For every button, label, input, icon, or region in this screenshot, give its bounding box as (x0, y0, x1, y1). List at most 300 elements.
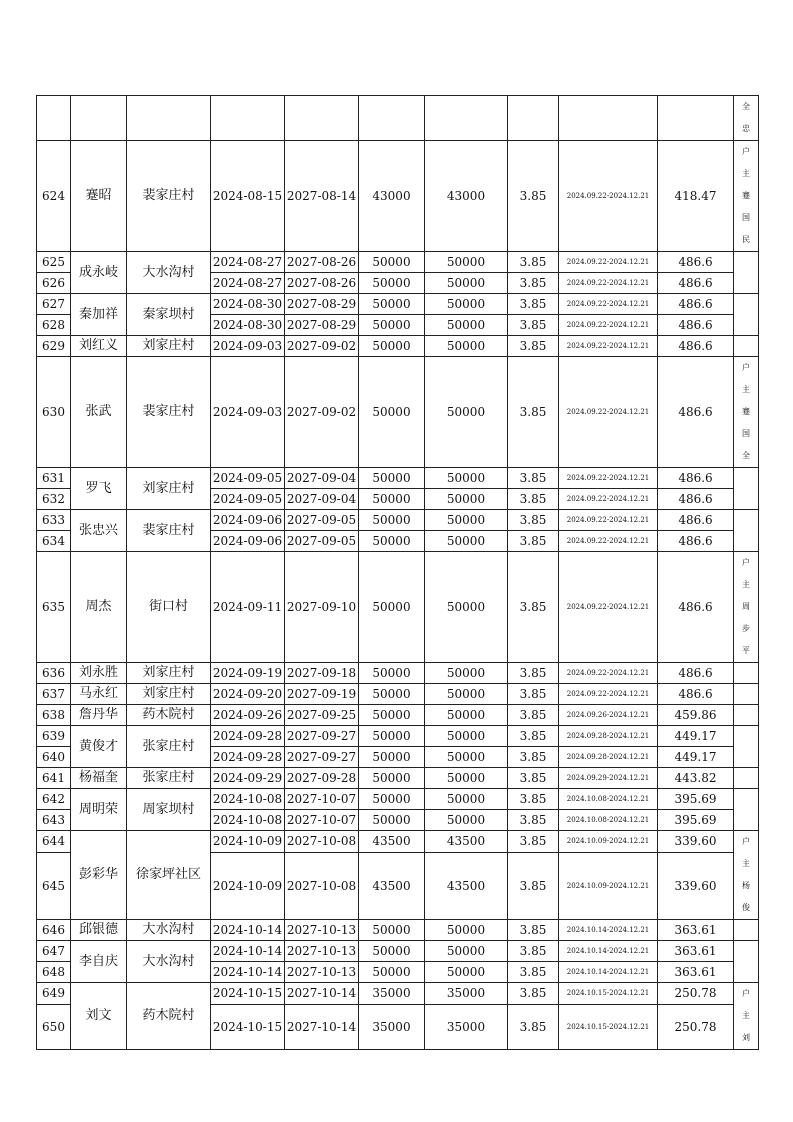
cell-interest: 418.47 (658, 141, 734, 252)
cell-balance: 50000 (425, 489, 508, 510)
cell-note: 全 忠 (734, 96, 759, 141)
cell-no: 642 (37, 789, 71, 810)
cell-balance (425, 96, 508, 141)
cell-start: 2024-09-06 (211, 510, 285, 531)
cell-end (285, 96, 359, 141)
cell-balance: 50000 (425, 705, 508, 726)
cell-village: 裴家庄村 (127, 510, 211, 552)
cell-interest: 486.6 (658, 315, 734, 336)
cell-no: 626 (37, 273, 71, 294)
cell-rate: 3.85 (508, 705, 559, 726)
cell-period: 2024.10.15-2024.12.21 (559, 983, 658, 1005)
cell-start: 2024-08-27 (211, 273, 285, 294)
cell-balance: 50000 (425, 510, 508, 531)
cell-interest: 486.6 (658, 489, 734, 510)
cell-balance: 35000 (425, 1004, 508, 1049)
cell-period: 2024.09.22-2024.12.21 (559, 684, 658, 705)
cell-end: 2027-09-25 (285, 705, 359, 726)
cell-village: 徐家坪社区 (127, 831, 211, 920)
cell-period: 2024.09.26-2024.12.21 (559, 705, 658, 726)
cell-no: 628 (37, 315, 71, 336)
cell-loan: 35000 (359, 1004, 425, 1049)
cell-name: 刘文 (71, 983, 127, 1050)
cell-period: 2024.09.22-2024.12.21 (559, 336, 658, 357)
table-row (37, 920, 759, 941)
cell-name: 刘永胜 (71, 663, 127, 684)
cell-rate: 3.85 (508, 552, 559, 663)
table-row (37, 96, 759, 141)
cell-start: 2024-08-30 (211, 294, 285, 315)
cell-start: 2024-08-30 (211, 315, 285, 336)
cell-loan: 43500 (359, 852, 425, 919)
cell-end: 2027-08-26 (285, 252, 359, 273)
cell-period: 2024.10.15-2024.12.21 (559, 1004, 658, 1049)
table-row (37, 252, 759, 273)
cell-start: 2024-09-20 (211, 684, 285, 705)
cell-interest: 486.6 (658, 357, 734, 468)
cell-loan: 50000 (359, 768, 425, 789)
cell-village: 大水沟村 (127, 920, 211, 941)
cell-loan: 50000 (359, 920, 425, 941)
cell-balance: 50000 (425, 663, 508, 684)
cell-no: 630 (37, 357, 71, 468)
table-row (37, 726, 759, 747)
cell-rate: 3.85 (508, 810, 559, 831)
cell-loan: 43000 (359, 141, 425, 252)
cell-balance: 43500 (425, 852, 508, 919)
cell-start: 2024-09-19 (211, 663, 285, 684)
cell-start: 2024-09-11 (211, 552, 285, 663)
cell-no: 637 (37, 684, 71, 705)
cell-rate: 3.85 (508, 726, 559, 747)
cell-village: 裴家庄村 (127, 141, 211, 252)
cell-end: 2027-09-04 (285, 468, 359, 489)
cell-rate: 3.85 (508, 510, 559, 531)
cell-loan: 50000 (359, 552, 425, 663)
cell-start: 2024-08-27 (211, 252, 285, 273)
cell-village: 张家庄村 (127, 768, 211, 789)
cell-end: 2027-10-14 (285, 1004, 359, 1049)
cell-balance: 50000 (425, 315, 508, 336)
cell-interest: 443.82 (658, 768, 734, 789)
cell-note (734, 920, 759, 941)
cell-note (734, 252, 759, 294)
table-row (37, 552, 759, 663)
cell-note (734, 705, 759, 726)
cell-note: 户 主 杨 俊 (734, 831, 759, 920)
cell-period (559, 96, 658, 141)
cell-loan: 50000 (359, 789, 425, 810)
cell-no: 641 (37, 768, 71, 789)
cell-end: 2027-10-07 (285, 810, 359, 831)
cell-rate: 3.85 (508, 789, 559, 810)
cell-interest: 449.17 (658, 747, 734, 768)
cell-note (734, 768, 759, 789)
cell-loan: 50000 (359, 705, 425, 726)
cell-rate: 3.85 (508, 663, 559, 684)
cell-interest: 486.6 (658, 252, 734, 273)
cell-village: 刘家庄村 (127, 684, 211, 705)
cell-interest: 486.6 (658, 273, 734, 294)
table-row (37, 336, 759, 357)
table-row (37, 663, 759, 684)
cell-balance: 50000 (425, 962, 508, 983)
cell-period: 2024.10.09-2024.12.21 (559, 831, 658, 853)
cell-rate: 3.85 (508, 962, 559, 983)
cell-end: 2027-08-26 (285, 273, 359, 294)
cell-start: 2024-10-09 (211, 852, 285, 919)
cell-period: 2024.09.22-2024.12.21 (559, 663, 658, 684)
cell-name: 詹丹华 (71, 705, 127, 726)
cell-rate: 3.85 (508, 357, 559, 468)
cell-end: 2027-09-02 (285, 357, 359, 468)
cell-no: 647 (37, 941, 71, 962)
cell-start (211, 96, 285, 141)
cell-end: 2027-08-29 (285, 315, 359, 336)
cell-balance: 50000 (425, 552, 508, 663)
cell-rate: 3.85 (508, 531, 559, 552)
cell-period: 2024.09.22-2024.12.21 (559, 315, 658, 336)
cell-period: 2024.10.14-2024.12.21 (559, 941, 658, 962)
table-row (37, 510, 759, 531)
cell-interest: 486.6 (658, 336, 734, 357)
cell-name: 彭彩华 (71, 831, 127, 920)
cell-start: 2024-10-14 (211, 962, 285, 983)
cell-interest: 363.61 (658, 920, 734, 941)
cell-loan: 50000 (359, 273, 425, 294)
cell-interest: 486.6 (658, 294, 734, 315)
table-row (37, 983, 759, 1005)
cell-period: 2024.10.14-2024.12.21 (559, 962, 658, 983)
cell-village: 刘家庄村 (127, 468, 211, 510)
cell-interest: 486.6 (658, 684, 734, 705)
cell-period: 2024.09.22-2024.12.21 (559, 552, 658, 663)
cell-interest: 486.6 (658, 510, 734, 531)
cell-interest: 363.61 (658, 962, 734, 983)
cell-name: 张武 (71, 357, 127, 468)
cell-loan: 50000 (359, 747, 425, 768)
cell-balance: 50000 (425, 294, 508, 315)
cell-note (734, 336, 759, 357)
cell-name: 周杰 (71, 552, 127, 663)
cell-rate: 3.85 (508, 468, 559, 489)
cell-loan: 50000 (359, 663, 425, 684)
cell-rate: 3.85 (508, 489, 559, 510)
cell-interest: 486.6 (658, 468, 734, 489)
cell-no: 631 (37, 468, 71, 489)
cell-start: 2024-09-03 (211, 357, 285, 468)
cell-start: 2024-08-15 (211, 141, 285, 252)
cell-village: 药木院村 (127, 705, 211, 726)
cell-loan: 50000 (359, 962, 425, 983)
cell-start: 2024-09-05 (211, 489, 285, 510)
cell-no: 639 (37, 726, 71, 747)
cell-loan: 50000 (359, 684, 425, 705)
cell-interest: 486.6 (658, 552, 734, 663)
cell-rate: 3.85 (508, 294, 559, 315)
cell-end: 2027-10-14 (285, 983, 359, 1005)
cell-interest: 449.17 (658, 726, 734, 747)
cell-note (734, 684, 759, 705)
cell-rate: 3.85 (508, 252, 559, 273)
cell-period: 2024.09.22-2024.12.21 (559, 141, 658, 252)
table-row (37, 705, 759, 726)
cell-loan (359, 96, 425, 141)
cell-no: 625 (37, 252, 71, 273)
table-row (37, 941, 759, 962)
cell-no: 638 (37, 705, 71, 726)
cell-end: 2027-10-07 (285, 789, 359, 810)
cell-name: 秦加祥 (71, 294, 127, 336)
cell-village: 刘家庄村 (127, 336, 211, 357)
cell-start: 2024-09-28 (211, 747, 285, 768)
cell-end: 2027-09-10 (285, 552, 359, 663)
cell-no: 632 (37, 489, 71, 510)
cell-end: 2027-09-05 (285, 510, 359, 531)
table-row (37, 684, 759, 705)
cell-balance: 50000 (425, 531, 508, 552)
cell-rate: 3.85 (508, 1004, 559, 1049)
cell-loan: 50000 (359, 531, 425, 552)
table-row (37, 789, 759, 810)
cell-no (37, 96, 71, 141)
cell-start: 2024-09-26 (211, 705, 285, 726)
cell-period: 2024.09.28-2024.12.21 (559, 747, 658, 768)
cell-no: 643 (37, 810, 71, 831)
cell-name: 成永岐 (71, 252, 127, 294)
cell-name: 杨福奎 (71, 768, 127, 789)
cell-note: 户 主 蹇 国 民 (734, 141, 759, 252)
cell-name: 邱银德 (71, 920, 127, 941)
cell-end: 2027-10-13 (285, 920, 359, 941)
cell-interest: 363.61 (658, 941, 734, 962)
cell-rate: 3.85 (508, 747, 559, 768)
cell-end: 2027-09-02 (285, 336, 359, 357)
cell-interest: 250.78 (658, 1004, 734, 1049)
cell-end: 2027-09-27 (285, 726, 359, 747)
cell-no: 644 (37, 831, 71, 853)
cell-loan: 50000 (359, 810, 425, 831)
cell-balance: 43000 (425, 141, 508, 252)
cell-no: 624 (37, 141, 71, 252)
cell-name: 黄俊才 (71, 726, 127, 768)
cell-interest (658, 96, 734, 141)
cell-end: 2027-09-28 (285, 768, 359, 789)
cell-period: 2024.09.29-2024.12.21 (559, 768, 658, 789)
cell-name: 罗飞 (71, 468, 127, 510)
cell-end: 2027-09-05 (285, 531, 359, 552)
cell-interest: 339.60 (658, 852, 734, 919)
cell-village: 大水沟村 (127, 252, 211, 294)
cell-loan: 50000 (359, 941, 425, 962)
cell-no: 629 (37, 336, 71, 357)
cell-name (71, 96, 127, 141)
cell-start: 2024-10-15 (211, 983, 285, 1005)
cell-balance: 50000 (425, 747, 508, 768)
cell-village (127, 96, 211, 141)
cell-village: 秦家坝村 (127, 294, 211, 336)
cell-name: 李自庆 (71, 941, 127, 983)
cell-rate: 3.85 (508, 852, 559, 919)
cell-no: 640 (37, 747, 71, 768)
cell-interest: 250.78 (658, 983, 734, 1005)
cell-period: 2024.09.22-2024.12.21 (559, 531, 658, 552)
cell-start: 2024-09-28 (211, 726, 285, 747)
cell-rate: 3.85 (508, 315, 559, 336)
cell-start: 2024-10-09 (211, 831, 285, 853)
cell-start: 2024-10-15 (211, 1004, 285, 1049)
cell-interest: 339.60 (658, 831, 734, 853)
cell-note (734, 468, 759, 510)
cell-interest: 459.86 (658, 705, 734, 726)
cell-end: 2027-10-08 (285, 831, 359, 853)
cell-note (734, 510, 759, 552)
cell-end: 2027-09-04 (285, 489, 359, 510)
cell-loan: 50000 (359, 357, 425, 468)
cell-village: 张家庄村 (127, 726, 211, 768)
cell-no: 650 (37, 1004, 71, 1049)
cell-village: 刘家庄村 (127, 663, 211, 684)
cell-name: 刘红义 (71, 336, 127, 357)
cell-no: 627 (37, 294, 71, 315)
table-row (37, 294, 759, 315)
cell-rate: 3.85 (508, 141, 559, 252)
cell-rate: 3.85 (508, 273, 559, 294)
cell-village: 药木院村 (127, 983, 211, 1050)
cell-start: 2024-09-03 (211, 336, 285, 357)
cell-start: 2024-10-08 (211, 810, 285, 831)
table-row (37, 468, 759, 489)
cell-loan: 50000 (359, 468, 425, 489)
cell-loan: 50000 (359, 315, 425, 336)
cell-start: 2024-09-06 (211, 531, 285, 552)
cell-no: 649 (37, 983, 71, 1005)
cell-rate: 3.85 (508, 768, 559, 789)
cell-period: 2024.09.22-2024.12.21 (559, 273, 658, 294)
cell-balance: 50000 (425, 357, 508, 468)
cell-village: 裴家庄村 (127, 357, 211, 468)
table-row (37, 768, 759, 789)
cell-name: 马永红 (71, 684, 127, 705)
cell-rate: 3.85 (508, 941, 559, 962)
cell-start: 2024-09-05 (211, 468, 285, 489)
cell-balance: 50000 (425, 941, 508, 962)
cell-rate (508, 96, 559, 141)
cell-balance: 50000 (425, 252, 508, 273)
cell-balance: 50000 (425, 468, 508, 489)
cell-interest: 486.6 (658, 531, 734, 552)
cell-balance: 35000 (425, 983, 508, 1005)
cell-balance: 50000 (425, 273, 508, 294)
cell-balance: 50000 (425, 920, 508, 941)
cell-interest: 395.69 (658, 810, 734, 831)
cell-loan: 50000 (359, 489, 425, 510)
cell-period: 2024.09.22-2024.12.21 (559, 510, 658, 531)
cell-loan: 35000 (359, 983, 425, 1005)
table-row (37, 141, 759, 252)
cell-balance: 50000 (425, 684, 508, 705)
cell-no: 635 (37, 552, 71, 663)
cell-end: 2027-09-19 (285, 684, 359, 705)
cell-note: 户 主 周 步 平 (734, 552, 759, 663)
cell-village: 大水沟村 (127, 941, 211, 983)
cell-interest: 395.69 (658, 789, 734, 810)
cell-balance: 50000 (425, 768, 508, 789)
cell-note (734, 789, 759, 831)
cell-period: 2024.09.22-2024.12.21 (559, 489, 658, 510)
cell-village: 街口村 (127, 552, 211, 663)
cell-loan: 50000 (359, 726, 425, 747)
cell-end: 2027-09-18 (285, 663, 359, 684)
cell-start: 2024-10-08 (211, 789, 285, 810)
cell-rate: 3.85 (508, 920, 559, 941)
cell-start: 2024-09-29 (211, 768, 285, 789)
cell-start: 2024-10-14 (211, 920, 285, 941)
cell-note: 户 主 蹇 国 全 (734, 357, 759, 468)
cell-start: 2024-10-14 (211, 941, 285, 962)
cell-period: 2024.10.08-2024.12.21 (559, 789, 658, 810)
cell-loan: 50000 (359, 510, 425, 531)
cell-name: 蹇昭 (71, 141, 127, 252)
cell-balance: 50000 (425, 336, 508, 357)
cell-rate: 3.85 (508, 684, 559, 705)
cell-no: 633 (37, 510, 71, 531)
cell-rate: 3.85 (508, 336, 559, 357)
cell-period: 2024.09.22-2024.12.21 (559, 252, 658, 273)
cell-village: 周家坝村 (127, 789, 211, 831)
cell-no: 636 (37, 663, 71, 684)
cell-no: 646 (37, 920, 71, 941)
cell-period: 2024.10.14-2024.12.21 (559, 920, 658, 941)
cell-loan: 50000 (359, 336, 425, 357)
cell-balance: 50000 (425, 810, 508, 831)
cell-period: 2024.09.22-2024.12.21 (559, 357, 658, 468)
cell-period: 2024.09.28-2024.12.21 (559, 726, 658, 747)
cell-balance: 50000 (425, 789, 508, 810)
cell-period: 2024.09.22-2024.12.21 (559, 294, 658, 315)
cell-loan: 43500 (359, 831, 425, 853)
cell-loan: 50000 (359, 294, 425, 315)
cell-loan: 50000 (359, 252, 425, 273)
cell-no: 645 (37, 852, 71, 919)
cell-balance: 43500 (425, 831, 508, 853)
cell-end: 2027-10-13 (285, 941, 359, 962)
cell-end: 2027-10-13 (285, 962, 359, 983)
table-row (37, 831, 759, 853)
cell-name: 张忠兴 (71, 510, 127, 552)
cell-note (734, 726, 759, 768)
cell-period: 2024.09.22-2024.12.21 (559, 468, 658, 489)
cell-end: 2027-08-29 (285, 294, 359, 315)
cell-balance: 50000 (425, 726, 508, 747)
cell-note (734, 663, 759, 684)
cell-end: 2027-09-27 (285, 747, 359, 768)
cell-no: 634 (37, 531, 71, 552)
cell-rate: 3.85 (508, 983, 559, 1005)
cell-period: 2024.10.08-2024.12.21 (559, 810, 658, 831)
cell-end: 2027-10-08 (285, 852, 359, 919)
cell-period: 2024.10.09-2024.12.21 (559, 852, 658, 919)
cell-note (734, 941, 759, 983)
table-row (37, 357, 759, 468)
loan-interest-table (36, 95, 759, 1050)
cell-name: 周明荣 (71, 789, 127, 831)
cell-interest: 486.6 (658, 663, 734, 684)
cell-end: 2027-08-14 (285, 141, 359, 252)
cell-rate: 3.85 (508, 831, 559, 853)
cell-note (734, 294, 759, 336)
cell-note: 户 主 刘 (734, 983, 759, 1050)
